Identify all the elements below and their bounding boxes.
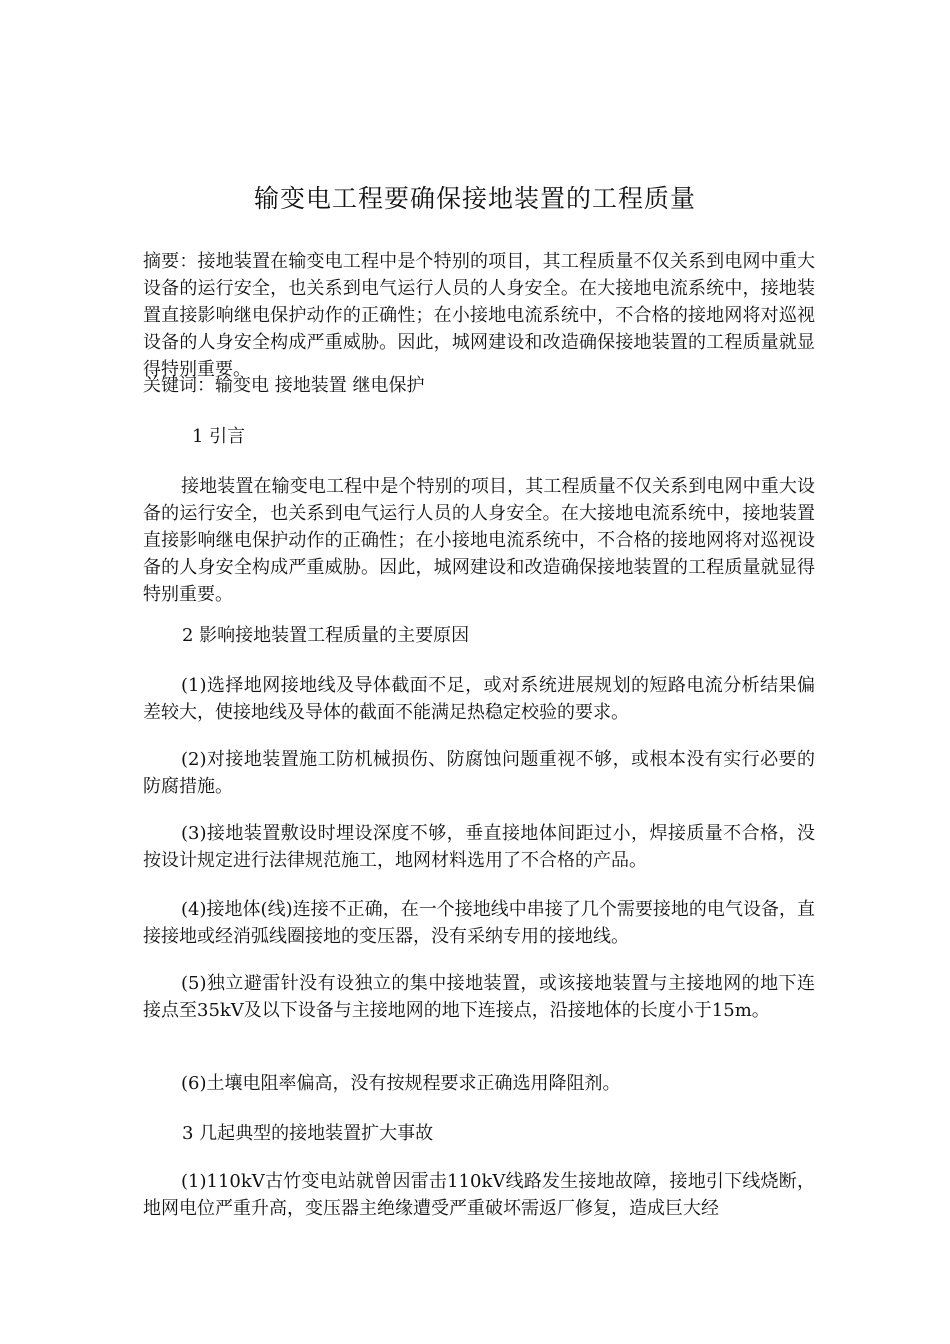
document-title: 输变电工程要确保接地装置的工程质量 <box>253 184 696 213</box>
section-heading-introduction: 1 引言 <box>192 426 246 447</box>
list-item-cause-5: (5)独立避雷针没有设独立的集中接地装置，或该接地装置与主接地网的地下连接点至35kV及以下设备与主接地网的地下连接点，沿接地体的长度小于15m。 <box>143 973 815 1021</box>
list-item-cause-3: (3)接地装置敷设时埋设深度不够，垂直接地体间距过小，焊接质量不合格，没按设计规定进行法律规范施工，地网材料选用了不合格的产品。 <box>143 823 815 871</box>
list-item-cause-2: (2)对接地装置施工防机械损伤、防腐蚀问题重视不够，或根本没有实行必要的防腐措施。 <box>143 749 815 797</box>
section-heading-causes: 2 影响接地装置工程质量的主要原因 <box>182 625 470 646</box>
section-heading-accidents: 3 几起典型的接地装置扩大事故 <box>182 1123 434 1144</box>
abstract-paragraph: 摘要：接地装置在输变电工程中是个特别的项目，其工程质量不仅关系到电网中重大设备的运行安全，也关系到电气运行人员的人身安全。在大接地电流系统中，接地装置直接影响继电保护动作的正确性；在小接地电流系统中，不合格的接地网将对巡视设备的人身安全构成严重威胁。因此，城网建设和改造确保接地装置的工程质量就显得特别重要。 <box>143 251 815 380</box>
list-item-cause-1: (1)选择地网接地线及导体截面不足，或对系统进展规划的短路电流分析结果偏差较大，使接地线及导体的截面不能满足热稳定校验的要求。 <box>143 675 815 723</box>
keywords-line: 关键词：输变电 接地装置 继电保护 <box>143 375 425 396</box>
list-item-cause-4: (4)接地体(线)连接不正确，在一个接地线中串接了几个需要接地的电气设备，直接接地或经消弧线圈接地的变压器，没有采纳专用的接地线。 <box>143 899 815 947</box>
list-item-cause-6: (6)土壤电阻率偏高，没有按规程要求正确选用降阻剂。 <box>181 1073 621 1094</box>
list-item-accident-1: (1)110kV古竹变电站就曾因雷击110kV线路发生接地故障，接地引下线烧断，地网电位严重升高，变压器主绝缘遭受严重破坏需返厂修复，造成巨大经 <box>143 1171 815 1219</box>
body-paragraph: 接地装置在输变电工程中是个特别的项目，其工程质量不仅关系到电网中重大设备的运行安全，也关系到电气运行人员的人身安全。在大接地电流系统中，接地装置直接影响继电保护动作的正确性；在小接地电流系统中，不合格的接地网将对巡视设备的人身安全构成严重威胁。因此，城网建设和改造确保接地装置的工程质量就显得特别重要。 <box>143 476 815 605</box>
